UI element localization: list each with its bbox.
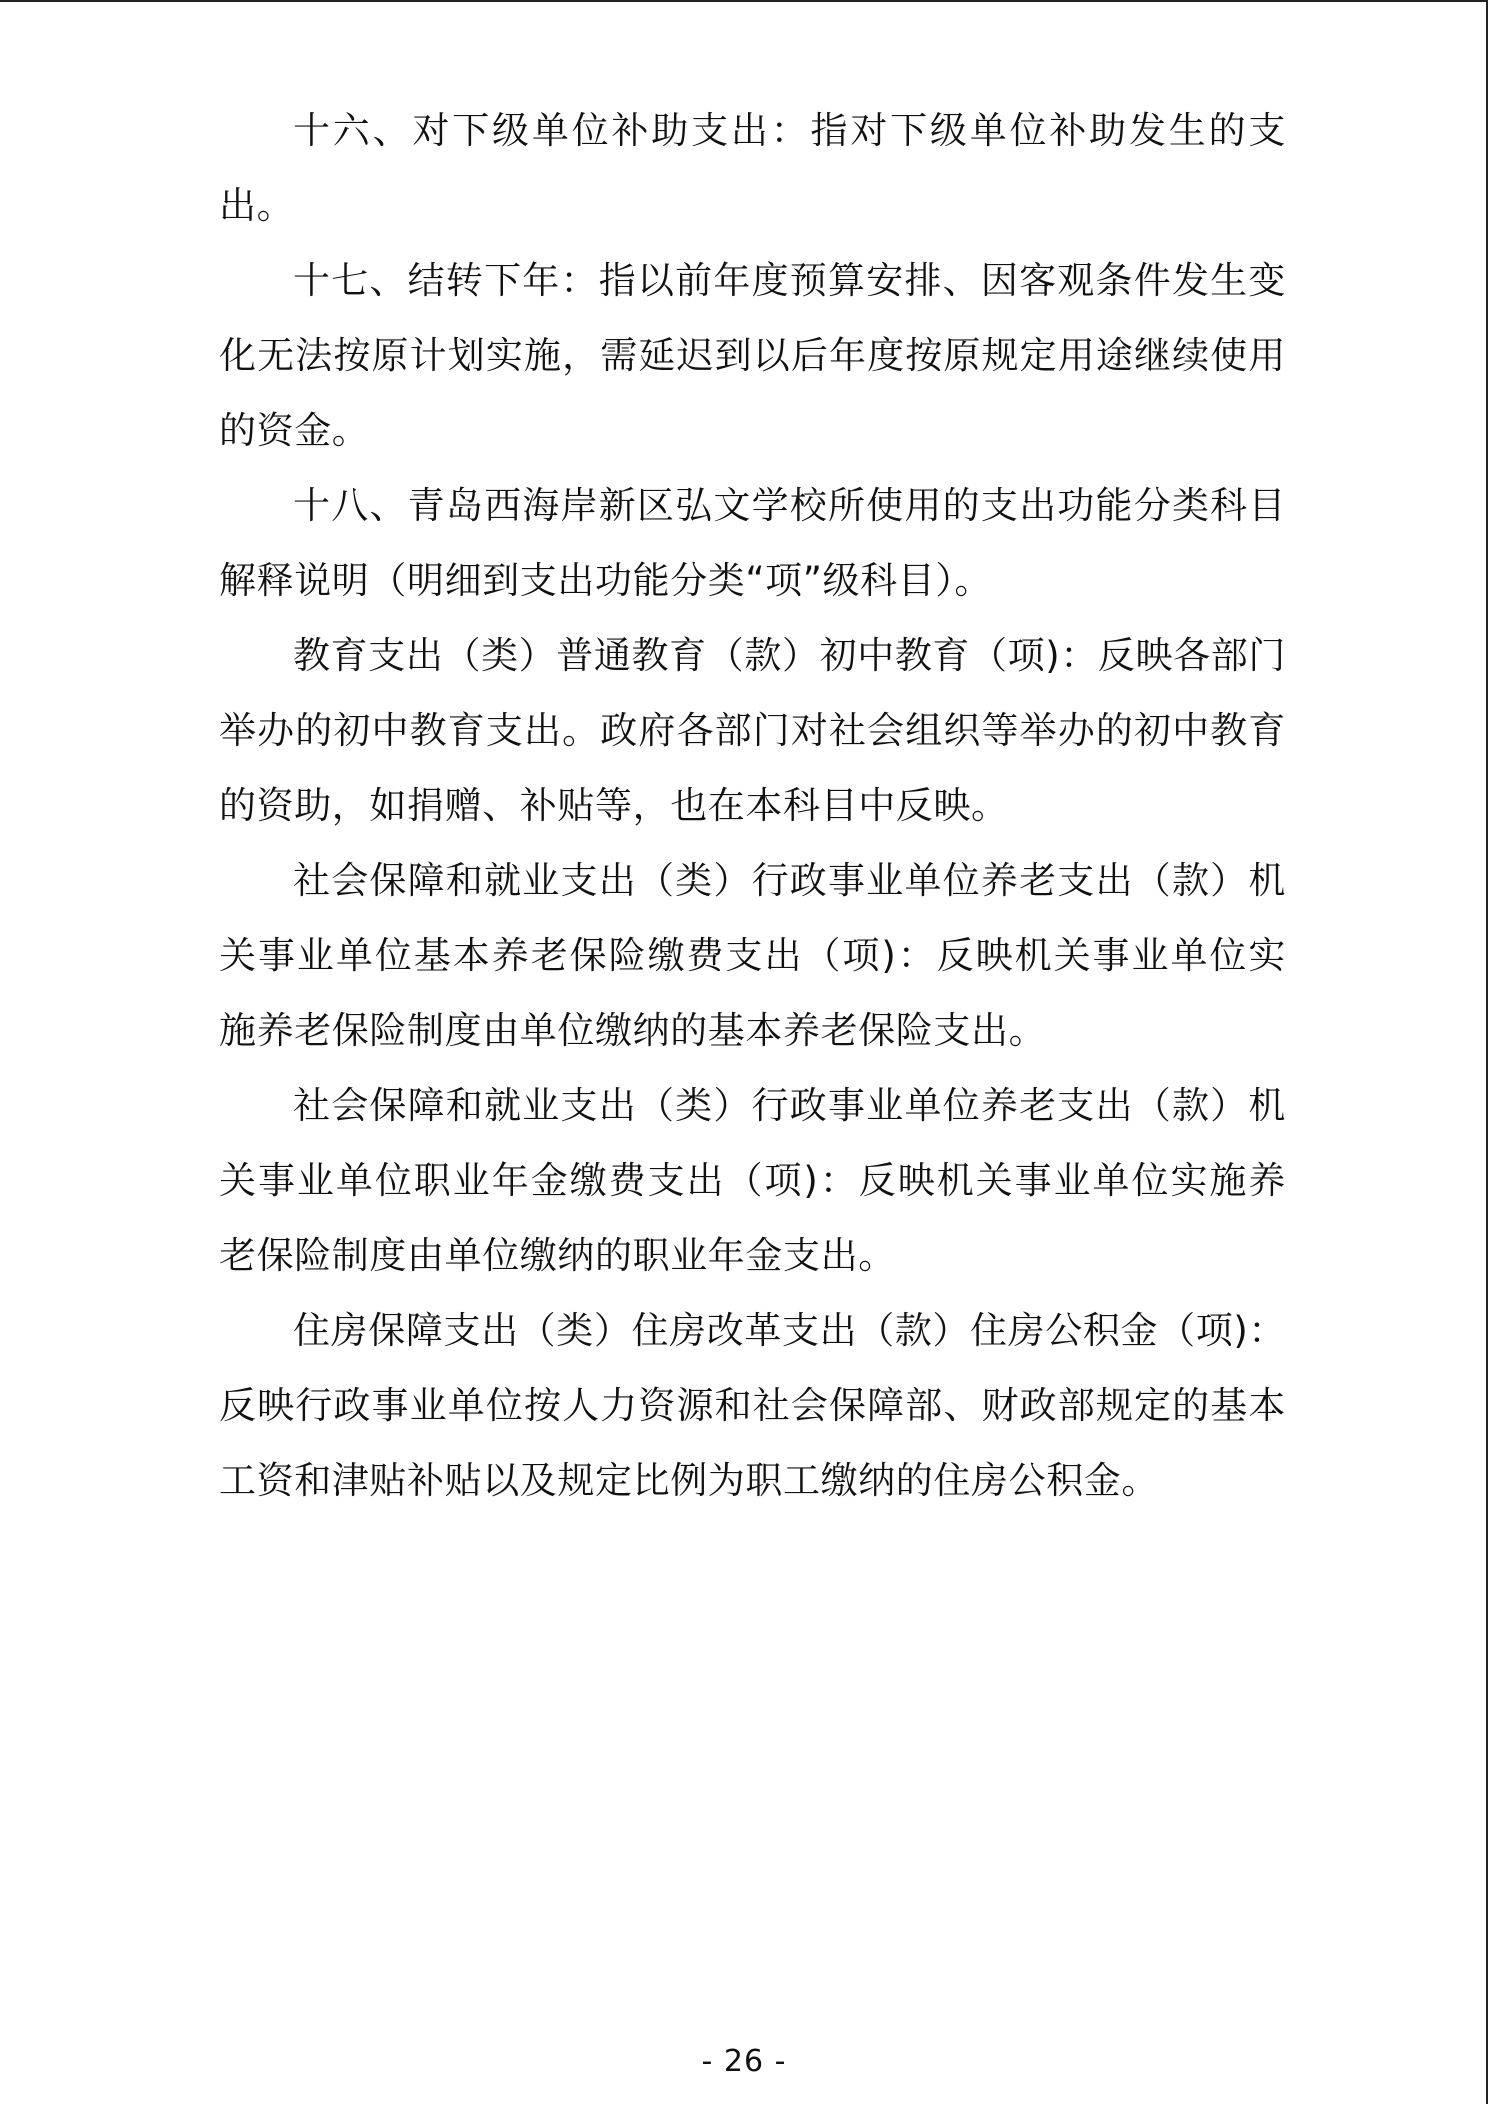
document-body [219, 93, 1286, 1518]
paragraph-occupational-annuity: 社会保障和就业支出（类）行政事业单位养老支出（款）机关事业单位职业年金缴费支出（项)：反映机关事业单位实施养老保险制度由单位缴纳的职业年金支出。 [219, 1084, 1286, 1277]
paragraph-lower-unit-subsidy: 十六、对下级单位补助支出：指对下级单位补助发生的支出。 [219, 109, 1286, 227]
paragraph-carry-forward: 十七、结转下年：指以前年度预算安排、因客观条件发生变化无法按原计划实施，需延迟到以后年度按原规定用途继续使用的资金。 [219, 259, 1286, 452]
page-number: - 26 - [701, 2044, 787, 2079]
paragraph-housing-fund: 住房保障支出（类）住房改革支出（款）住房公积金（项)：反映行政事业单位按人力资源和社会保障部、财政部规定的基本工资和津贴补贴以及规定比例为职工缴纳的住房公积金。 [219, 1309, 1286, 1502]
paragraph-junior-education: 教育支出（类）普通教育（款）初中教育（项)：反映各部门举办的初中教育支出。政府各部门对社会组织等举办的初中教育的资助，如捐赠、补贴等，也在本科目中反映。 [219, 634, 1286, 827]
paragraph-function-classification: 十八、青岛西海岸新区弘文学校所使用的支出功能分类科目解释说明（明细到支出功能分类“项”级科目）。 [219, 484, 1286, 602]
paragraph-basic-pension: 社会保障和就业支出（类）行政事业单位养老支出（款）机关事业单位基本养老保险缴费支出（项)：反映机关事业单位实施养老保险制度由单位缴纳的基本养老保险支出。 [219, 859, 1286, 1052]
